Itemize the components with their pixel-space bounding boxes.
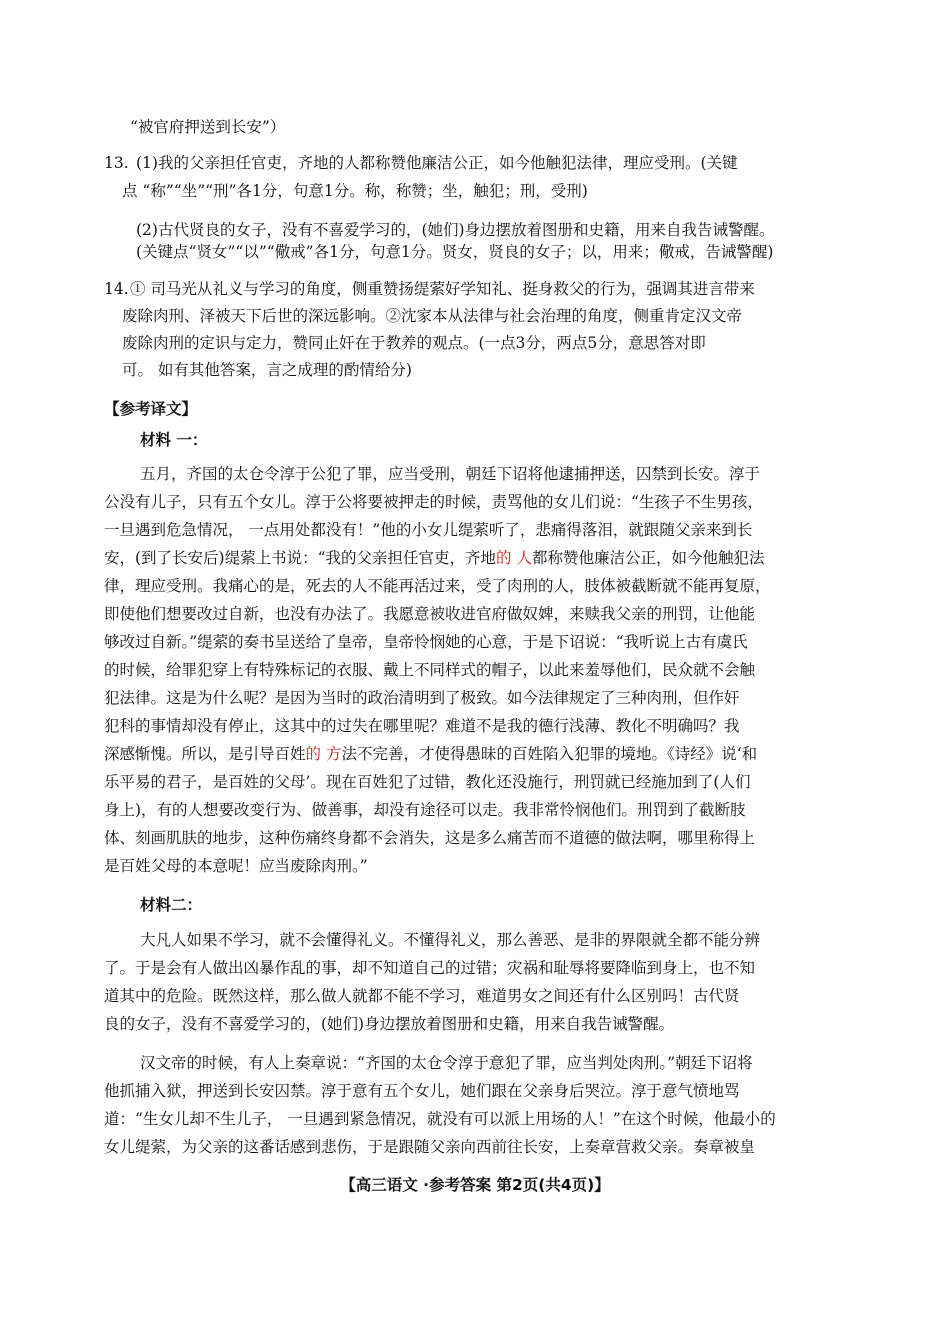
q13-answer-2-line-2: (关键点“贤女”“以”“儆戒”各1分，句意1分。贤女，贤良的女子；以，用来；儆戒，告诫警醒): [136, 243, 774, 261]
material-1-title: 材料 一：: [140, 431, 208, 449]
m3-line-4: 女儿缇萦，为父亲的这番话感到悲伤，于是跟随父亲向西前往长安，上奏章营救父亲。奏章被皇: [104, 1138, 756, 1156]
m3-line-2: 他抓捕入狱，押送到长安囚禁。淳于意有五个女儿，她们跟在父亲身后哭泣。淳于意气愤地骂: [104, 1082, 740, 1100]
m1-line-11-part-b: 法不完善，才使得愚昧的百姓陷入犯罪的境地。《诗经》说‘和: [341, 745, 758, 763]
m1-line-15: 是百姓父母的本意呢！应当废除肉刑。”: [104, 857, 368, 875]
m1-line-11: [104, 744, 757, 764]
material-2-title: 材料二：: [140, 896, 203, 914]
q14-line-2: 废除肉刑、泽被天下后世的深远影响。②沈家本从法律与社会治理的角度，侧重肯定汉文帝: [122, 307, 743, 325]
m2-line-3: 道其中的危险。既然这样，那么做人就都不能不学习，难道男女之间还有什么区别吗！古代贤: [104, 987, 740, 1005]
m2-line-1: 大凡人如果不学习，就不会懂得礼义。不懂得礼义，那么善恶、是非的界限就全都不能分辨: [140, 931, 761, 949]
m1-line-2: 公没有儿子，只有五个女儿。淳于公将要被押走的时候，责骂他的女儿们说：“生孩子不生男孩，: [104, 493, 763, 511]
m1-line-4-part-a: 安，(到了长安后)缇萦上书说：“我的父亲担任官吏，齐地: [104, 549, 497, 567]
m1-line-9: 犯法律。这是为什么呢？是因为当时的政治清明到了极致。如今法律规定了三种肉刑，但作奸: [104, 689, 740, 707]
m1-line-4-part-b: 都称赞他廉洁公正，如今他触犯法: [531, 549, 765, 567]
q14-line-3: 废除肉刑的定识与定力，赞同止奸在于教养的观点。(一点3分，两点5分，意思答对即: [122, 334, 706, 352]
m1-line-11-highlight: 的 方: [305, 745, 342, 763]
m1-line-5: 律，理应受刑。我痛心的是，死去的人不能再活过来，受了肉刑的人，肢体被截断就不能再复原，: [104, 577, 771, 595]
q13-answer-1-line-1: (1)我的父亲担任官吏，齐地的人都称赞他廉洁公正，如今他触犯法律，理应受刑。(关键: [136, 154, 738, 172]
m1-line-10: 犯科的事情却没有停止，这其中的过失在哪里呢？难道不是我的德行浅薄、教化不明确吗？我: [104, 717, 740, 735]
q13-number: 13.: [104, 154, 129, 172]
m1-line-4-highlight: 的 人: [496, 549, 532, 567]
m1-line-7: 够改过自新。”缇萦的奏书呈送给了皇帝，皇帝怜悯她的心意，于是下诏说：“我听说上古有虞氏: [104, 633, 748, 651]
m2-line-4: 良的女子，没有不喜爱学习的，(她们)身边摆放着图册和史籍，用来自我告诫警醒。: [104, 1015, 675, 1033]
page-footer: 【高三语文 ·参考答案 第2页(共4页)】: [340, 1176, 610, 1194]
continuation-line: “被官府押送到长安”）: [130, 118, 286, 136]
q14-line-1: ① 司马光从礼义与学习的角度，侧重赞扬缇萦好学知礼、挺身救父的行为，强调其进言带来: [130, 280, 755, 298]
m1-line-12: 乐平易的君子，是百姓的父母’。现在百姓犯了过错，教化还没施行，刑罚就已经施加到了(人们: [104, 773, 751, 791]
translation-heading: 【参考译文】: [104, 400, 198, 418]
m2-line-2: 了。于是会有人做出凶暴作乱的事，却不知道自己的过错；灾祸和耻辱将要降临到身上，也不知: [104, 959, 756, 977]
m1-line-3: 一旦遇到危急情况， 一点用处都没有！”他的小女儿缇萦听了，悲痛得落泪，就跟随父亲来到长: [104, 521, 753, 539]
m3-line-1: 汉文帝的时候，有人上奏章说：“齐国的太仓令淳于意犯了罪，应当判处肉刑。”朝廷下诏将: [140, 1054, 753, 1072]
m3-line-3: 道：“生女儿却不生儿子， 一旦遇到紧急情况，就没有可以派上用场的人！”在这个时候，他最小的: [104, 1110, 776, 1128]
m1-line-4: [104, 548, 764, 568]
q14-number: 14.: [104, 280, 129, 298]
m1-line-11-part-a: 深感惭愧。所以，是引导百姓: [104, 745, 306, 763]
m1-line-6: 即使他们想要改过自新，也没有办法了。我愿意被收进官府做奴婢，来赎我父亲的刑罚，让他能: [104, 605, 756, 623]
m1-line-8: 的时候，给罪犯穿上有特殊标记的衣服、戴上不同样式的帽子，以此来羞辱他们，民众就不会触: [104, 661, 756, 679]
m1-line-13: 身上)，有的人想要改变行为、做善事，却没有途径可以走。我非常怜悯他们。刑罚到了截断肢: [104, 801, 746, 819]
m1-line-14: 体、刻画肌肤的地步，这种伤痛终身都不会消失，这是多么痛苦而不道德的做法啊，哪里称得上: [104, 829, 756, 847]
q13-answer-2-line-1: (2)古代贤良的女子，没有不喜爱学习的，(她们)身边摆放着图册和史籍，用来自我告诫警醒。: [136, 221, 775, 239]
q14-line-4: 可。 如有其他答案，言之成理的酌情给分): [122, 361, 412, 379]
m1-line-1: 五月，齐国的太仓令淳于公犯了罪，应当受刑，朝廷下诏将他逮捕押送，囚禁到长安。淳于: [140, 465, 761, 483]
q13-answer-1-line-2: 点 “称”“坐”“刑”各1分，句意1分。称，称赞；坐，触犯；刑，受刑): [122, 182, 588, 200]
